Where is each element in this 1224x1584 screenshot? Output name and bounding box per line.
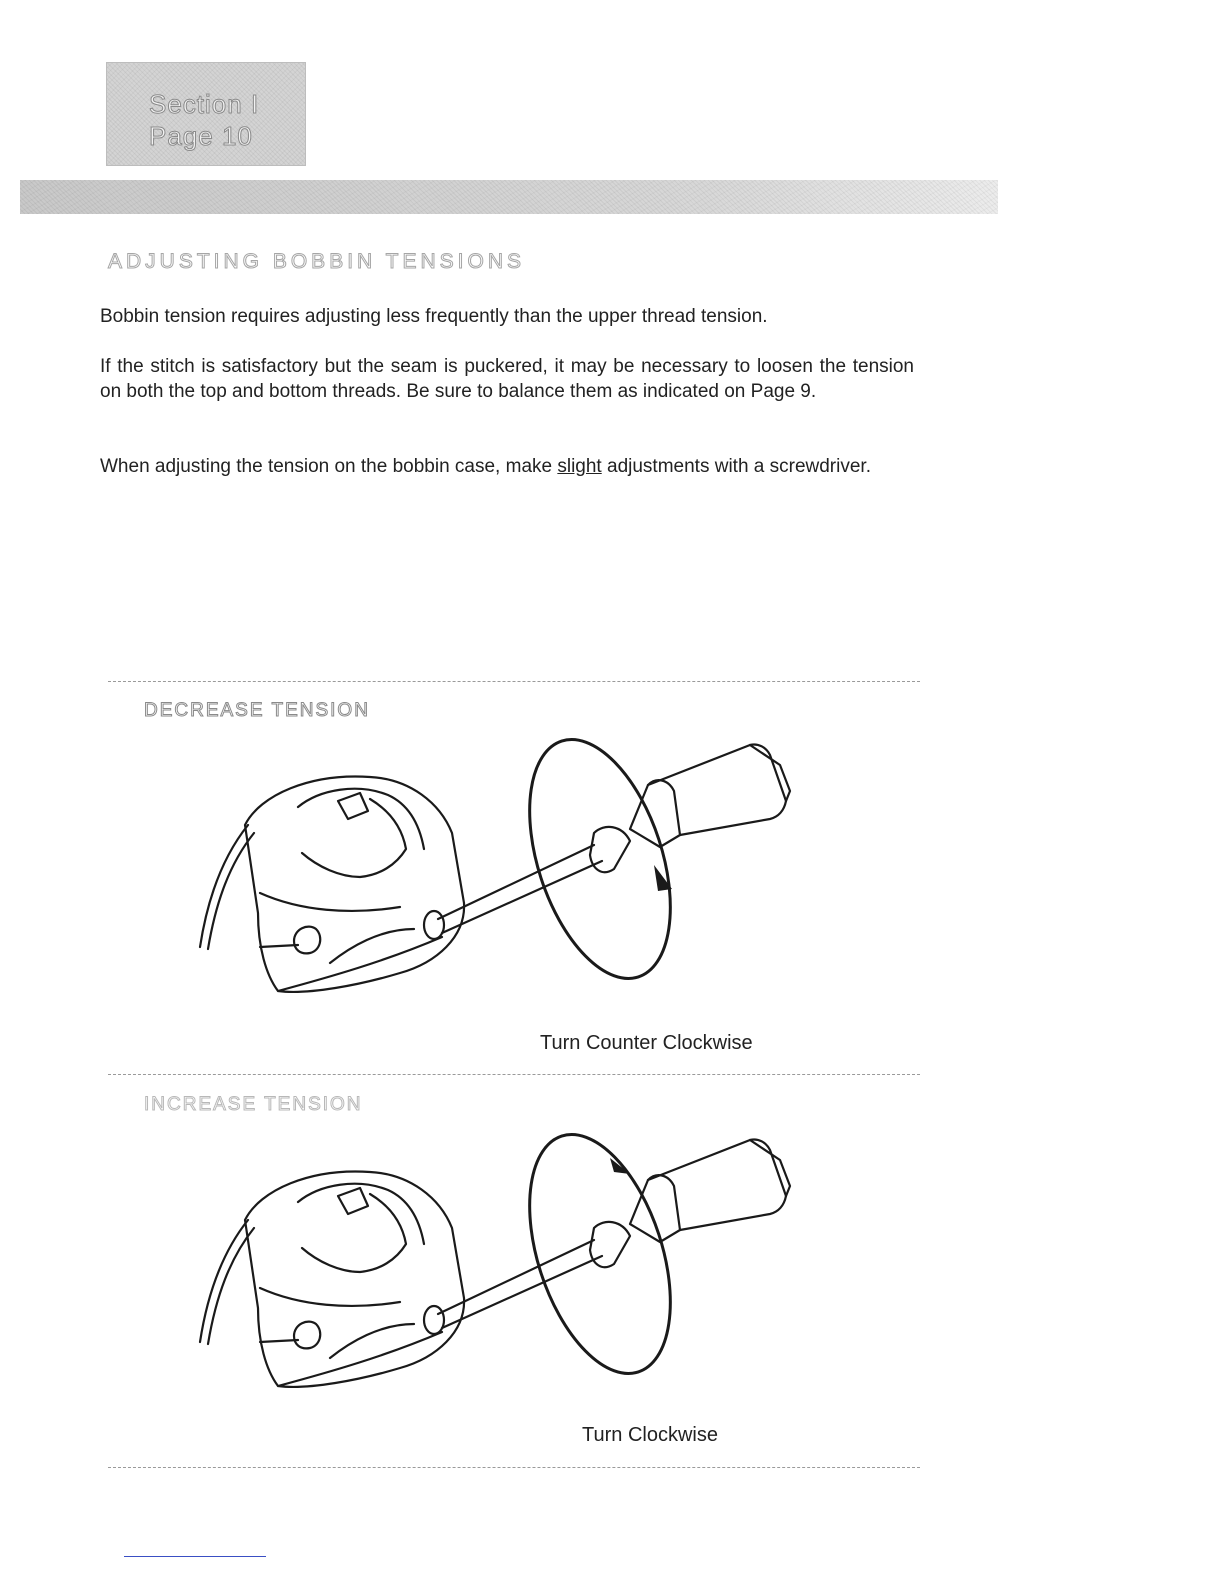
header-band bbox=[20, 180, 998, 214]
divider-top bbox=[108, 681, 920, 682]
decrease-tension-label: DECREASE TENSION bbox=[144, 700, 370, 721]
paragraph-puckered-seam: If the stitch is satisfactory but the seam is puckered, it may be necessary to loosen the tension on both the top and bottom threads. Be sure to balance them as indicated on Page 9. bbox=[100, 356, 914, 402]
decrease-tension-illustration bbox=[190, 715, 830, 1035]
section-page-box bbox=[106, 62, 306, 166]
paragraph-text-start: When adjusting the tension on the bobbin case, make bbox=[100, 456, 558, 477]
footer-rule bbox=[124, 1556, 266, 1557]
rotation-ellipse bbox=[503, 1117, 698, 1391]
decrease-caption: Turn Counter Clockwise bbox=[540, 1032, 753, 1054]
divider-bottom bbox=[108, 1467, 920, 1468]
increase-tension-label: INCREASE TENSION bbox=[144, 1094, 363, 1115]
rotation-ellipse bbox=[503, 722, 698, 996]
divider-middle bbox=[108, 1074, 920, 1075]
bobbin-case-icon bbox=[245, 777, 464, 992]
underlined-word: slight bbox=[557, 456, 602, 477]
bobbin-case-icon bbox=[245, 1172, 464, 1387]
page-heading: ADJUSTING BOBBIN TENSIONS bbox=[108, 250, 525, 273]
page-label: Page 10 bbox=[149, 121, 253, 151]
paragraph-bobbin-frequency: Bobbin tension requires adjusting less frequently than the upper thread tension. bbox=[100, 306, 768, 327]
paragraph-text-end: adjustments with a screwdriver. bbox=[601, 456, 871, 477]
increase-caption: Turn Clockwise bbox=[582, 1424, 718, 1446]
paragraph-screwdriver-adjustment bbox=[100, 454, 914, 479]
section-label: Section I bbox=[149, 89, 260, 119]
increase-tension-illustration bbox=[190, 1110, 830, 1430]
